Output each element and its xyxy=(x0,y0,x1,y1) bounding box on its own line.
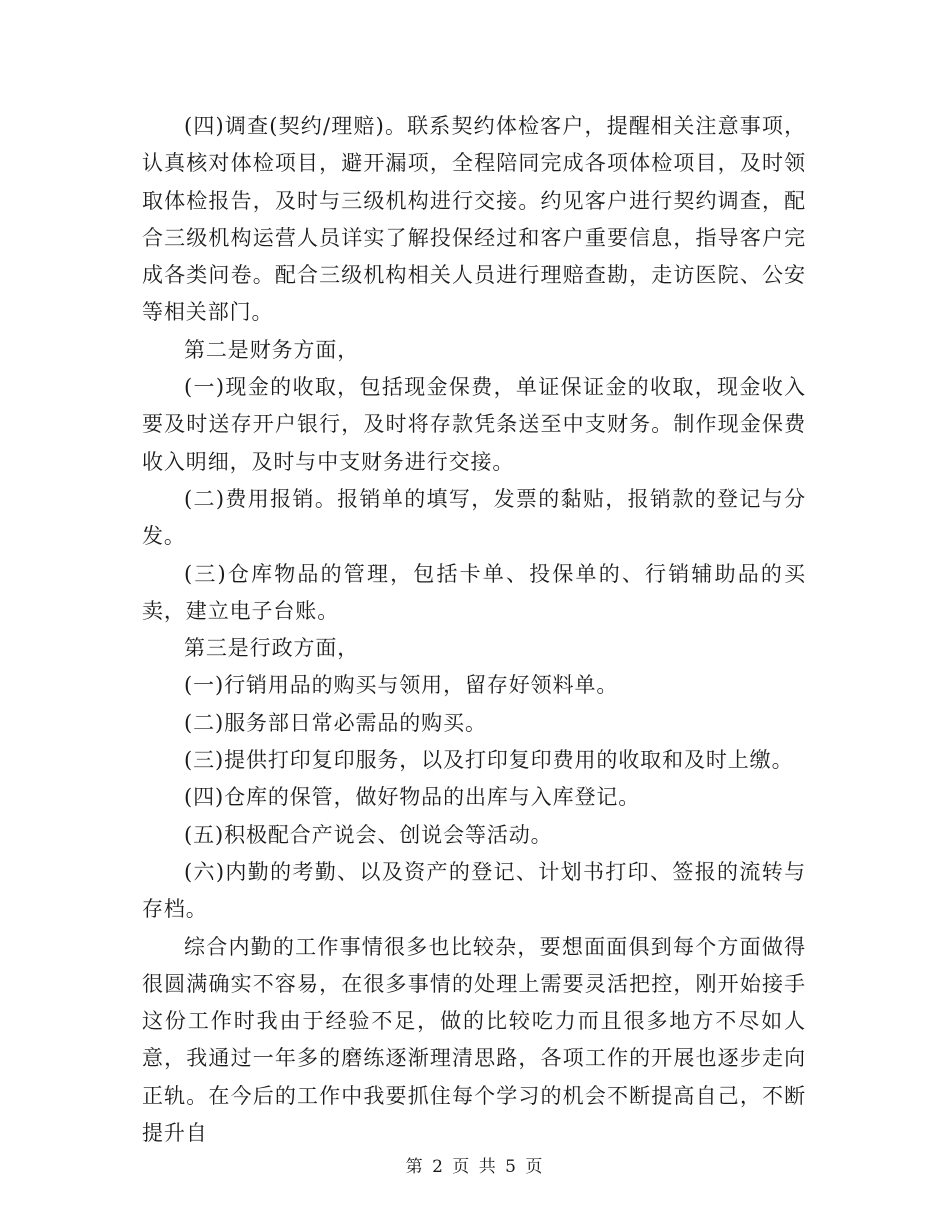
paragraph-sales-supplies: (一)行销用品的购买与领用，留存好领料单。 xyxy=(184,673,619,698)
paragraph-investigation: (四)调查(契约/理赔)。联系契约体检客户，提醒相关注意事项，认真核对体检项目，避开漏项，全程陪同完成各项体检项目，及时领取体检报告，及时与三级机构进行交接。约见客户进行契约调查，配合三级机构运营人员详实了解投保经过和客户重要信息，指导客户完成各类问卷。配合三级机构相关人员进行理赔查勘，走访医院、公安等相关部门。 xyxy=(142,114,806,325)
paragraph-events: (五)积极配合产说会、创说会等活动。 xyxy=(184,822,553,847)
page-number-footer: 第 2 页 共 5 页 xyxy=(405,1157,545,1177)
paragraph-expense-reimbursement: (二)费用报销。报销单的填写，发票的黏贴，报销款的登记与分发。 xyxy=(142,486,806,549)
paragraph-warehouse-custody: (四)仓库的保管，做好物品的出库与入库登记。 xyxy=(184,785,641,810)
paragraph-warehouse-items: (三)仓库物品的管理，包括卡单、投保单的、行销辅助品的买卖，建立电子台账。 xyxy=(142,561,806,623)
paragraph-printing-service: (三)提供打印复印服务，以及打印复印费用的收取和及时上缴。 xyxy=(184,748,794,773)
paragraph-attendance-archiving: (六)内勤的考勤、以及资产的登记、计划书打印、签报的流转与存档。 xyxy=(142,859,806,922)
heading-finance: 第二是财务方面， xyxy=(184,337,360,362)
document-body xyxy=(142,108,806,1152)
paragraph-summary: 综合内勤的工作事情很多也比较杂，要想面面俱到每个方面做得很圆满确实不容易，在很多事情的处理上需要灵活把控，刚开始接手这份工作时我由于经验不足，做的比较吃力而且很多地方不尽如人意，我通过一年多的磨练逐渐理清思路，各项工作的开展也逐步走向正轨。在今后的工作中我要抓住每个学习的机会不断提高自己，不断提升自 xyxy=(142,934,806,1146)
paragraph-daily-necessities: (二)服务部日常必需品的购买。 xyxy=(184,710,487,735)
heading-administration: 第三是行政方面， xyxy=(184,636,360,661)
paragraph-cash-collection: (一)现金的收取，包括现金保费，单证保证金的收取，现金收入要及时送存开户银行，及时将存款凭条送至中支财务。制作现金保费收入明细，及时与中支财务进行交接。 xyxy=(142,375,806,474)
